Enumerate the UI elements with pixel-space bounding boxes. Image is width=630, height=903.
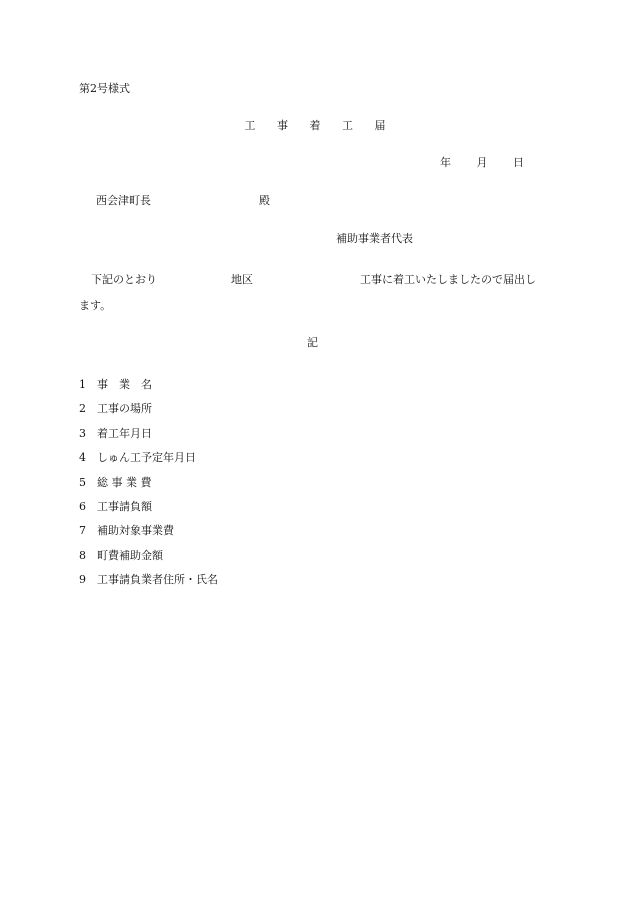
item-number: 2 xyxy=(79,402,86,416)
list-item xyxy=(79,402,218,426)
item-number: 6 xyxy=(79,499,86,513)
item-label: 工事の場所 xyxy=(97,402,152,416)
item-number: 3 xyxy=(79,426,86,440)
list-item xyxy=(79,549,218,573)
item-number: 4 xyxy=(79,451,86,465)
item-number: 5 xyxy=(79,475,86,489)
item-list xyxy=(79,378,218,598)
title-char: 届 xyxy=(374,119,386,132)
item-label: 補助対象事業費 xyxy=(97,524,174,538)
body-text-part1: 下記のとおり xyxy=(91,273,157,286)
applicant-label: 補助事業者代表 xyxy=(336,232,413,245)
item-number: 1 xyxy=(79,378,86,391)
list-item xyxy=(79,451,218,475)
list-item xyxy=(79,378,218,402)
title-char: 工 xyxy=(342,119,353,132)
title-char: 工 xyxy=(244,119,256,132)
title-char: 着 xyxy=(309,119,321,132)
list-item xyxy=(79,427,218,451)
body-text-line2: ます。 xyxy=(79,299,112,312)
date-day-label: 日 xyxy=(513,156,524,169)
title-char: 事 xyxy=(277,119,288,132)
ki-heading: 記 xyxy=(307,336,318,349)
item-label: 工事請負業者住所・氏名 xyxy=(97,573,218,587)
date-line xyxy=(440,156,546,170)
addressee: 西会津町長 xyxy=(96,194,151,207)
item-label: 町費補助金額 xyxy=(97,548,163,562)
list-item xyxy=(79,573,218,597)
body-text-part2: 地区 xyxy=(231,273,253,286)
item-number: 9 xyxy=(79,573,86,587)
body-text-part3: 工事に着工いたしましたので届出し xyxy=(360,273,536,286)
item-number: 8 xyxy=(79,548,86,562)
form-number: 第2号様式 xyxy=(79,82,130,95)
list-item xyxy=(79,524,218,548)
item-label: 総 事 業 費 xyxy=(97,475,152,489)
list-item xyxy=(79,500,218,524)
item-label: しゅん工予定年月日 xyxy=(97,451,196,465)
date-year-label: 年 xyxy=(440,156,451,169)
document-title xyxy=(0,119,630,133)
item-label: 工事請負額 xyxy=(97,499,152,513)
honorific: 殿 xyxy=(259,194,270,207)
item-label: 着工年月日 xyxy=(97,426,152,440)
date-month-label: 月 xyxy=(476,156,488,169)
item-number: 7 xyxy=(79,524,86,538)
list-item xyxy=(79,476,218,500)
item-label: 事 業 名 xyxy=(97,378,152,391)
